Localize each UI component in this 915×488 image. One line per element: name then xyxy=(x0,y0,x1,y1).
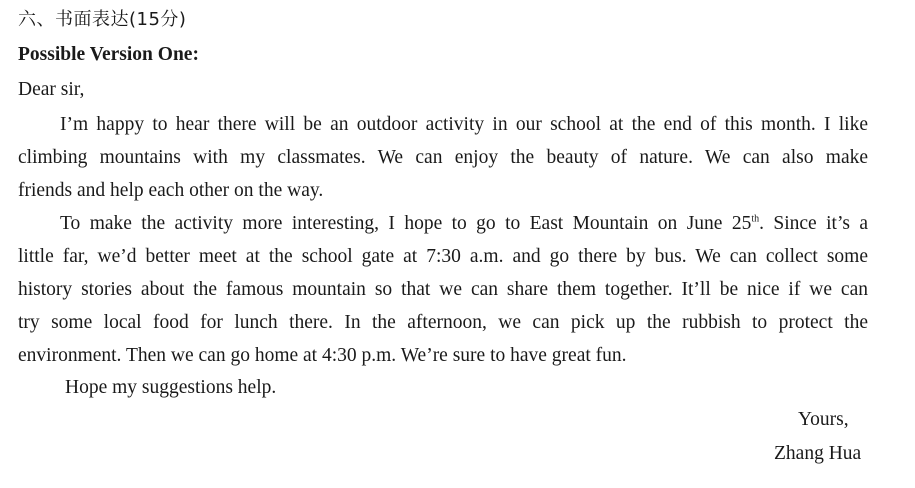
paragraph-2-line-1-text: To make the activity more interesting, I hope to go to East Mountain on June 25 xyxy=(60,213,752,234)
section-title: 六、书面表达(15分) xyxy=(18,9,187,30)
greeting: Dear sir, xyxy=(18,79,85,100)
paragraph-2-line-1-tail: . Since it’s a xyxy=(759,213,868,234)
closing-line: Hope my suggestions help. xyxy=(65,377,277,398)
paragraph-2-line-3: history stories about the famous mountain so that we can share them together. It’ll be nice if we can xyxy=(18,279,868,300)
paragraph-1-line-1: I’m happy to hear there will be an outdoor activity in our school at the end of this month. I like xyxy=(60,114,868,135)
date-ordinal-suffix: th xyxy=(751,213,760,225)
paragraph-2-line-2: little far, we’d better meet at the school gate at 7:30 a.m. and go there by bus. We can collect some xyxy=(18,246,868,267)
signature: Zhang Hua xyxy=(774,443,862,464)
version-title: Possible Version One: xyxy=(18,44,199,65)
paragraph-1-line-3: friends and help each other on the way. xyxy=(18,180,324,201)
signoff: Yours, xyxy=(798,409,849,430)
paragraph-2-line-5: environment. Then we can go home at 4:30 p.m. We’re sure to have great fun. xyxy=(18,345,627,366)
paragraph-2-line-4: try some local food for lunch there. In the afternoon, we can pick up the rubbish to protect the xyxy=(18,312,868,333)
paragraph-1-line-2: climbing mountains with my classmates. We can enjoy the beauty of nature. We can also make xyxy=(18,147,868,168)
paragraph-2-line-1 xyxy=(18,213,868,235)
